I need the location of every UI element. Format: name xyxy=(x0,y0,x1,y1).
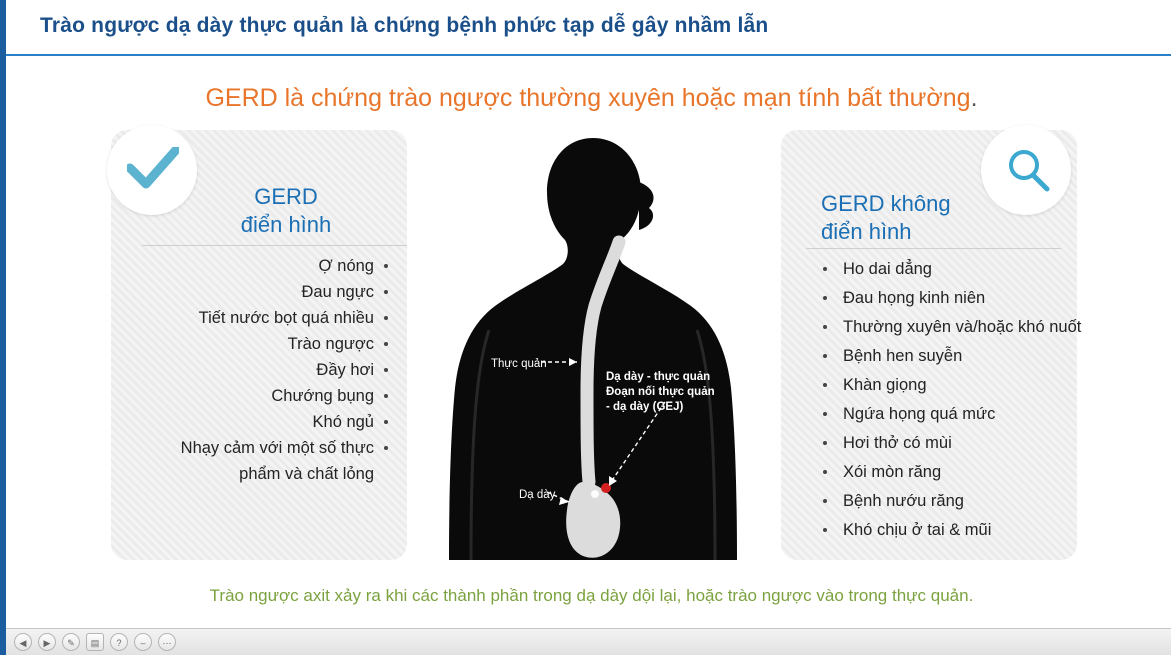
label-gej-line2: Đoạn nối thực quản xyxy=(606,386,715,398)
list-item: Chướng bụng xyxy=(116,383,396,409)
left-heading-line2: điển hình xyxy=(240,211,332,237)
body-silhouette-icon xyxy=(443,130,743,560)
search-icon xyxy=(1005,147,1051,193)
forward-button[interactable]: ▶ xyxy=(38,633,56,651)
more-button[interactable]: ⋯ xyxy=(158,633,176,651)
left-heading-line1: GERD xyxy=(254,184,318,209)
list-item: Ho dai dẳng xyxy=(811,256,1086,282)
list-item: Bệnh nướu răng xyxy=(811,488,1086,514)
left-divider xyxy=(142,245,407,246)
page-title: Trào ngược dạ dày thực quản là chứng bệnh phức tạp dễ gây nhầm lẫn xyxy=(40,14,769,37)
subtitle-tail: . xyxy=(970,84,978,112)
left-panel-heading xyxy=(176,183,396,238)
list-item: Xói mòn răng xyxy=(811,459,1086,485)
list-item: Thường xuyên và/hoặc khó nuốt xyxy=(811,314,1086,340)
right-divider xyxy=(806,248,1061,249)
list-item: Đau ngực xyxy=(116,279,396,305)
minimize-button[interactable]: – xyxy=(134,633,152,651)
page-button[interactable]: ▤ xyxy=(86,633,104,651)
title-bar xyxy=(6,0,1171,56)
list-item: Khó chịu ở tai & mũi xyxy=(811,517,1086,543)
list-item: Ngứa họng quá mức xyxy=(811,401,1086,427)
list-item: Khó ngủ xyxy=(116,409,396,435)
label-gej-line3: - dạ dày (GEJ) xyxy=(606,401,684,413)
check-icon xyxy=(127,147,179,189)
anatomy-figure xyxy=(443,130,743,560)
list-item: Tiết nước bọt quá nhiều xyxy=(116,305,396,331)
label-gej-line1: Dạ dày - thực quản xyxy=(606,371,711,383)
list-item: Trào ngược xyxy=(116,331,396,357)
subtitle-main: GERD là chứng trào ngược thường xuyên hoặc mạn tính bất thường xyxy=(205,84,971,112)
left-symptom-list xyxy=(116,253,396,487)
right-panel-heading xyxy=(821,190,1071,245)
list-item: Bệnh hen suyễn xyxy=(811,343,1086,369)
bottom-toolbar xyxy=(6,628,1171,655)
label-esophagus: Thực quản xyxy=(491,358,547,370)
footer-note: Trào ngược axit xảy ra khi các thành phần trong dạ dày dội lại, hoặc trào ngược vào trong thực quản. xyxy=(209,586,974,605)
list-item: Đầy hơi xyxy=(116,357,396,383)
label-gej xyxy=(606,370,741,415)
list-item: Đau họng kinh niên xyxy=(811,285,1086,311)
right-heading-line1: GERD không xyxy=(821,191,951,216)
subtitle xyxy=(6,84,1171,113)
list-item: Khàn giọng xyxy=(811,372,1086,398)
right-symptom-list xyxy=(811,256,1086,546)
back-button[interactable]: ◀ xyxy=(14,633,32,651)
list-item: Hơi thở có mùi xyxy=(811,430,1086,456)
right-heading-line2: điển hình xyxy=(821,218,912,244)
list-item: Ợ nóng xyxy=(116,253,396,279)
list-item-continuation: phẩm và chất lỏng xyxy=(239,465,374,483)
pen-button[interactable]: ✎ xyxy=(62,633,80,651)
help-button[interactable]: ? xyxy=(110,633,128,651)
list-item: Nhạy cảm với một số thực xyxy=(116,435,396,461)
label-stomach: Dạ dày xyxy=(519,489,556,501)
